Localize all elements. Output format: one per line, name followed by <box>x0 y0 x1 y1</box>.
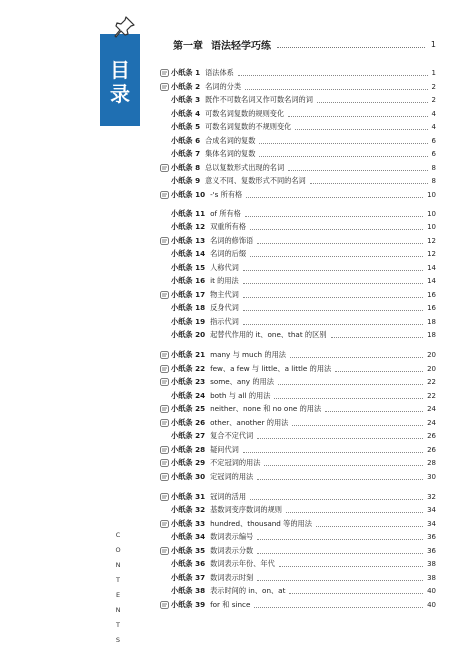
leader-dots <box>257 534 423 540</box>
toc-entry-page: 22 <box>427 391 436 400</box>
contents-letter: T <box>116 576 120 584</box>
toc-entry-page: 40 <box>427 600 436 609</box>
toc-entry-title: both 与 all 的用法 <box>210 390 271 400</box>
toc-entry-page: 16 <box>427 290 436 299</box>
toc-entry-label: 小纸条 19 <box>171 316 206 326</box>
toc-entry[interactable] <box>160 235 436 247</box>
toc-entry[interactable] <box>160 471 436 483</box>
leader-dots <box>317 97 428 103</box>
toc-entry[interactable] <box>160 491 436 503</box>
toc-entry-title: 人称代词 <box>210 262 239 272</box>
toc-entry-label: 小纸条 25 <box>171 404 206 414</box>
toc-entry[interactable] <box>160 121 436 133</box>
toc-entry-label: 小纸条 8 <box>171 162 201 172</box>
toc-entry-label: 小纸条 20 <box>171 330 206 340</box>
toc-entry-label: 小纸条 29 <box>171 458 206 468</box>
toc-entry[interactable] <box>160 302 436 314</box>
toc-entry[interactable] <box>160 430 436 442</box>
toc-entry-label: 小纸条 6 <box>171 135 201 145</box>
toc-entry-page: 20 <box>427 364 436 373</box>
toc-entry-label: 小纸条 5 <box>171 122 201 132</box>
toc-entry-label: 小纸条 36 <box>171 559 206 569</box>
toc-entry-title: 指示代词 <box>210 316 239 326</box>
toc-entry-title: 定冠词的用法 <box>210 471 254 481</box>
toc-entry-label: 小纸条 27 <box>171 431 206 441</box>
leader-dots <box>279 561 423 567</box>
chapter-page-number: 1 <box>430 39 436 49</box>
leader-dots <box>250 494 423 500</box>
toc-entry[interactable] <box>160 175 436 187</box>
leader-dots <box>335 366 423 372</box>
toc-entry-page: 22 <box>427 378 436 387</box>
leader-dots <box>278 379 423 385</box>
toc-entry-label: 小纸条 11 <box>171 208 206 218</box>
toc-entry[interactable] <box>160 221 436 233</box>
leader-dots <box>257 238 423 244</box>
contents-letter: S <box>115 636 121 644</box>
toc-entry-page: 32 <box>427 492 436 501</box>
toc-entry-label: 小纸条 14 <box>171 249 206 259</box>
toc-entry-label: 小纸条 9 <box>171 176 201 186</box>
toc-entry-title: 合成名词的复数 <box>205 135 256 145</box>
toc-entry-page: 34 <box>427 506 436 515</box>
toc-entry-title: 双重所有格 <box>210 222 247 232</box>
toc-entry[interactable] <box>160 81 436 93</box>
leader-dots <box>289 588 423 594</box>
leader-dots <box>277 41 425 48</box>
leader-dots <box>238 70 428 76</box>
toc-entry-page: 18 <box>427 331 436 340</box>
toc-entry-label: 小纸条 18 <box>171 303 206 313</box>
toc-entry[interactable] <box>160 531 436 543</box>
leader-dots <box>243 319 423 325</box>
note-badge-icon <box>160 493 169 501</box>
toc-entry-label: 小纸条 22 <box>171 363 206 373</box>
toc-entry-title: 疑问代词 <box>210 444 239 454</box>
contents-vertical-label <box>113 528 123 648</box>
leader-dots <box>250 224 423 230</box>
toc-entry-title: 表示时间的 in、on、at <box>210 586 286 596</box>
toc-entry-title: 名词的分类 <box>205 81 242 91</box>
toc-entry-title: 既作不可数名词又作可数名词的词 <box>205 95 313 105</box>
toc-entry-title: 名词的后缀 <box>210 249 247 259</box>
toc-entry[interactable] <box>160 417 436 429</box>
toc-entry-label: 小纸条 10 <box>171 189 206 199</box>
toc-entry[interactable] <box>160 262 436 274</box>
toc-entry[interactable] <box>160 363 436 375</box>
toc-entry[interactable] <box>160 67 436 79</box>
leader-dots <box>257 548 423 554</box>
toc-entry-label: 小纸条 2 <box>171 81 201 91</box>
toc-entry-page: 24 <box>427 418 436 427</box>
toc-entry[interactable] <box>160 108 436 120</box>
toc-title-char: 录 <box>110 82 130 106</box>
leader-dots <box>310 178 428 184</box>
toc-entry-title: hundred、thousand 等的用法 <box>210 518 312 528</box>
toc-entry-label: 小纸条 21 <box>171 350 206 359</box>
toc-entry-page: 4 <box>431 123 436 132</box>
toc-entry[interactable] <box>160 275 436 287</box>
toc-title <box>100 58 140 106</box>
leader-dots <box>243 265 423 271</box>
toc-entry-title: of 所有格 <box>210 208 241 218</box>
toc-entry[interactable] <box>160 189 436 201</box>
leader-dots <box>243 447 423 453</box>
note-badge-icon <box>160 69 169 77</box>
toc-entry-page: 18 <box>427 317 436 326</box>
toc-entry-page: 4 <box>431 109 436 118</box>
leader-dots <box>250 251 423 257</box>
toc-entry-page: 38 <box>427 560 436 569</box>
toc-entry-label: 小纸条 34 <box>171 532 206 542</box>
toc-entry-title: 数词表示编号 <box>210 532 254 542</box>
toc-entry-title: 意义不同、复数形式不同的名词 <box>205 176 306 186</box>
leader-dots <box>286 507 423 513</box>
leader-dots <box>331 332 424 338</box>
toc-entry-label: 小纸条 28 <box>171 444 206 454</box>
toc-entry-title: 集体名词的复数 <box>205 149 256 159</box>
note-badge-icon <box>160 351 169 359</box>
toc-entry[interactable] <box>160 403 436 415</box>
toc-entry-title: 物主代词 <box>210 289 239 299</box>
contents-letter: N <box>115 561 121 569</box>
note-badge-icon <box>160 520 169 528</box>
toc-entry[interactable] <box>160 504 436 516</box>
toc-entry-page: 36 <box>427 546 436 555</box>
contents-letter: O <box>115 546 121 554</box>
contents-letter: N <box>115 606 121 614</box>
note-badge-icon <box>160 547 169 555</box>
note-badge-icon <box>160 378 169 386</box>
toc-entry-page: 34 <box>427 519 436 528</box>
toc-entry[interactable] <box>160 599 436 611</box>
toc-entry-page: 10 <box>427 209 436 218</box>
leader-dots <box>292 420 423 426</box>
toc-entry-title: 数词表示分数 <box>210 545 254 555</box>
leader-dots <box>259 138 427 144</box>
toc-entry[interactable] <box>160 518 436 530</box>
note-badge-icon <box>160 164 169 172</box>
chapter-heading[interactable] <box>173 37 436 51</box>
toc-entry[interactable] <box>160 208 436 220</box>
toc-entry-page: 12 <box>427 250 436 259</box>
toc-entry-title: 数词表示时刻 <box>210 572 254 582</box>
toc-entry-label: 小纸条 24 <box>171 390 206 400</box>
toc-title-char: 目 <box>110 58 130 82</box>
contents-letter: T <box>116 621 120 629</box>
toc-entry[interactable] <box>160 390 436 402</box>
toc-entry-label: 小纸条 4 <box>171 108 201 118</box>
toc-entry-page: 14 <box>427 277 436 286</box>
toc-entry[interactable] <box>160 316 436 328</box>
leader-dots <box>257 575 423 581</box>
leader-dots <box>243 292 423 298</box>
note-badge-icon <box>160 191 169 199</box>
toc-entry-title: 语法体系 <box>205 68 234 77</box>
toc-entry-title: 名词的修饰语 <box>210 235 254 245</box>
toc-entry-label: 小纸条 26 <box>171 417 206 427</box>
toc-entry[interactable] <box>160 329 436 341</box>
toc-entry-page: 10 <box>427 190 436 199</box>
leader-dots <box>245 84 428 90</box>
toc-entry-label: 小纸条 15 <box>171 262 206 272</box>
toc-entry-title: 反身代词 <box>210 303 239 313</box>
toc-entry-label: 小纸条 33 <box>171 518 206 528</box>
leader-dots <box>245 211 423 217</box>
toc-entry-label: 小纸条 39 <box>171 599 206 609</box>
toc-entry-title: 起替代作用的 it、one、that 的区别 <box>210 330 327 340</box>
toc-entry-page: 10 <box>427 223 436 232</box>
toc-entry-page: 30 <box>427 472 436 481</box>
toc-entry-title: 不定冠词的用法 <box>210 458 261 468</box>
leader-dots <box>257 433 423 439</box>
leader-dots <box>288 111 427 117</box>
note-badge-icon <box>160 473 169 481</box>
toc-entry-title: 可数名词复数的不规则变化 <box>205 122 292 132</box>
toc-entry-page: 36 <box>427 533 436 542</box>
toc-entry-title: for 和 since <box>210 599 251 609</box>
note-badge-icon <box>160 365 169 373</box>
note-badge-icon <box>160 419 169 427</box>
leader-dots <box>246 192 423 198</box>
toc-entry[interactable] <box>160 444 436 456</box>
leader-dots <box>316 521 423 527</box>
toc-entry-title: other、another 的用法 <box>210 417 289 427</box>
toc-entry[interactable] <box>160 457 436 469</box>
contents-letter: C <box>115 531 121 539</box>
toc-entry-title: 基数词变序数词的规则 <box>210 505 282 515</box>
toc-entry-title: 总以复数形式出现的名词 <box>205 162 285 172</box>
toc-entry-page: 8 <box>431 163 436 172</box>
toc-entry-page: 28 <box>427 459 436 468</box>
chapter-number: 第一章 <box>173 40 203 52</box>
note-badge-icon <box>160 291 169 299</box>
toc-entry[interactable] <box>160 248 436 260</box>
toc-entry-page: 16 <box>427 304 436 313</box>
pushpin-icon <box>112 14 138 40</box>
toc-entry[interactable] <box>160 572 436 584</box>
leader-dots <box>325 406 423 412</box>
note-badge-icon <box>160 237 169 245</box>
contents-letter: E <box>115 591 121 599</box>
toc-entry-label: 小纸条 12 <box>171 222 206 232</box>
toc-entry-title: 复合不定代词 <box>210 431 254 441</box>
toc-entry[interactable] <box>160 349 436 361</box>
toc-entry-label: 小纸条 16 <box>171 276 206 286</box>
leader-dots <box>264 460 423 466</box>
toc-entry-page: 26 <box>427 445 436 454</box>
toc-entry-page: 24 <box>427 405 436 414</box>
toc-entry-title: it 的用法 <box>210 276 239 286</box>
leader-dots <box>259 151 427 157</box>
toc-entry[interactable] <box>160 585 436 597</box>
toc-entry-label: 小纸条 7 <box>171 149 201 159</box>
leader-dots <box>254 602 423 608</box>
toc-entry-label: 小纸条 30 <box>171 471 206 481</box>
toc-entry-page: 2 <box>431 96 436 105</box>
toc-entry-label: 小纸条 13 <box>171 235 206 245</box>
toc-entry[interactable] <box>160 162 436 174</box>
leader-dots <box>288 165 427 171</box>
toc-entry[interactable] <box>160 289 436 301</box>
toc-entry-title: few、a few 与 little、a little 的用法 <box>210 363 332 373</box>
toc-entry-page: 14 <box>427 263 436 272</box>
toc-entry[interactable] <box>160 545 436 557</box>
toc-entry-title: neither、none 和 no one 的用法 <box>210 404 322 414</box>
toc-entry-label: 小纸条 23 <box>171 377 206 387</box>
toc-entry-page: 6 <box>431 150 436 159</box>
toc-entry-page: 38 <box>427 573 436 582</box>
toc-entry-label: 小纸条 1 <box>171 68 201 77</box>
toc-entry-title: 数词表示年份、年代 <box>210 559 275 569</box>
leader-dots <box>295 124 427 130</box>
toc-entry-title: 冠词的活用 <box>210 491 247 501</box>
toc-entry-label: 小纸条 32 <box>171 505 206 515</box>
toc-entry[interactable] <box>160 376 436 388</box>
leader-dots <box>257 474 423 480</box>
chapter-title: 语法轻学巧练 <box>211 40 271 52</box>
toc-entry[interactable] <box>160 558 436 570</box>
leader-dots <box>243 278 423 284</box>
note-badge-icon <box>160 83 169 91</box>
leader-dots <box>243 305 423 311</box>
note-badge-icon <box>160 446 169 454</box>
toc-entry-label: 小纸条 37 <box>171 572 206 582</box>
note-badge-icon <box>160 405 169 413</box>
toc-entry-page: 6 <box>431 136 436 145</box>
toc-entry-label: 小纸条 35 <box>171 545 206 555</box>
toc-entry-title: many 与 much 的用法 <box>210 350 286 359</box>
toc-entry-label: 小纸条 38 <box>171 586 206 596</box>
toc-entry[interactable] <box>160 135 436 147</box>
toc-entry-page: 26 <box>427 432 436 441</box>
toc-entry-page: 40 <box>427 587 436 596</box>
toc-entry-page: 12 <box>427 236 436 245</box>
toc-entry-page: 2 <box>431 82 436 91</box>
toc-entry-label: 小纸条 3 <box>171 95 201 105</box>
toc-entry-title: -'s 所有格 <box>210 189 243 199</box>
toc-entry-title: 可数名词复数的规则变化 <box>205 108 285 118</box>
toc-entry-page: 8 <box>431 177 436 186</box>
toc-entry-label: 小纸条 31 <box>171 491 206 501</box>
toc-entry-page: 20 <box>427 351 436 359</box>
toc-entry-page: 1 <box>431 69 436 77</box>
note-badge-icon <box>160 601 169 609</box>
toc-entry-title: some、any 的用法 <box>210 377 274 387</box>
leader-dots <box>274 393 423 399</box>
toc-entry[interactable] <box>160 94 436 106</box>
leader-dots <box>290 352 423 358</box>
note-badge-icon <box>160 459 169 467</box>
toc-entry-label: 小纸条 17 <box>171 289 206 299</box>
toc-entry[interactable] <box>160 148 436 160</box>
